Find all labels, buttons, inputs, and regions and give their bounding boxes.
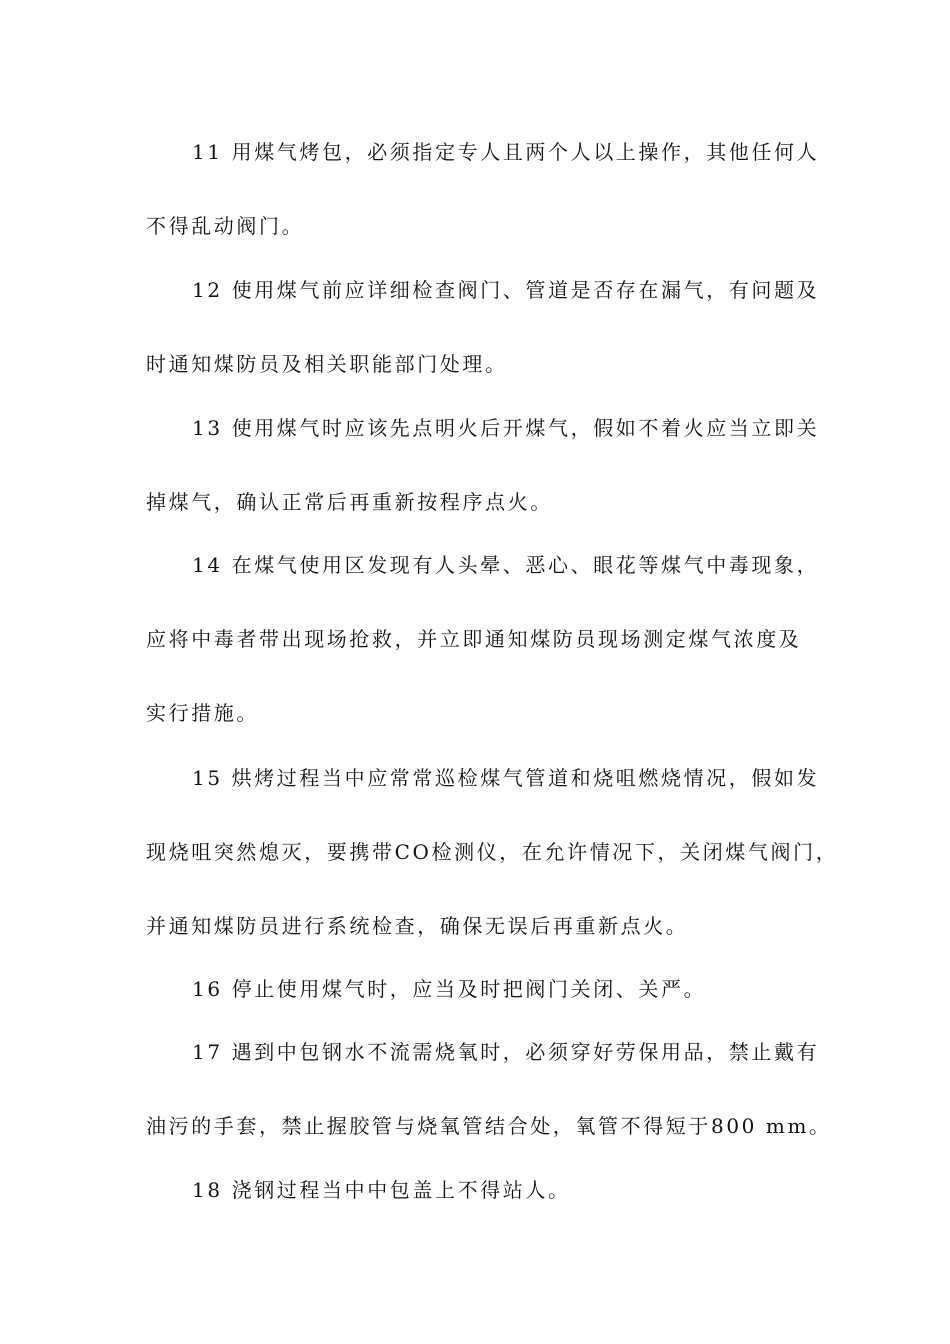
paragraph-13-line-2: 掉煤气，确认正常后再重新按程序点火。: [146, 490, 553, 514]
paragraph-15-line-2: 现烧咀突然熄灭，要携带CO检测仪，在允许情况下，关闭煤气阀门，: [146, 840, 839, 864]
paragraph-16-line-1: 16 停止使用煤气时，应当及时把阀门关闭、关严。: [192, 977, 707, 1001]
paragraph-15-line-3: 并通知煤防员进行系统检查，确保无误后再重新点火。: [146, 914, 689, 938]
paragraph-11-line-2: 不得乱动阀门。: [146, 214, 305, 238]
paragraph-12-line-2: 时通知煤防员及相关职能部门处理。: [146, 352, 508, 376]
paragraph-15-line-1: 15 烘烤过程当中应常常巡检煤气管道和烧咀燃烧情况，假如发: [192, 766, 820, 790]
paragraph-14-line-1: 14 在煤气使用区发现有人头晕、恶心、眼花等煤气中毒现象，: [192, 553, 820, 577]
paragraph-17-line-2: 油污的手套，禁止握胶管与烧氧管结合处，氧管不得短于800 mm。: [146, 1114, 832, 1138]
paragraph-14-line-3: 实行措施。: [146, 701, 259, 725]
paragraph-17-line-1: 17 遇到中包钢水不流需烧氧时，必须穿好劳保用品，禁止戴有: [192, 1040, 820, 1064]
paragraph-11-line-1: 11 用煤气烤包，必须指定专人且两个人以上操作，其他任何人: [192, 140, 820, 164]
paragraph-14-line-2: 应将中毒者带出现场抢救，并立即通知煤防员现场测定煤气浓度及: [146, 627, 802, 651]
paragraph-18-line-1: 18 浇钢过程当中中包盖上不得站人。: [192, 1178, 571, 1202]
paragraph-13-line-1: 13 使用煤气时应该先点明火后开煤气，假如不着火应当立即关: [192, 416, 820, 440]
paragraph-12-line-1: 12 使用煤气前应详细检查阀门、管道是否存在漏气，有问题及: [192, 278, 820, 302]
